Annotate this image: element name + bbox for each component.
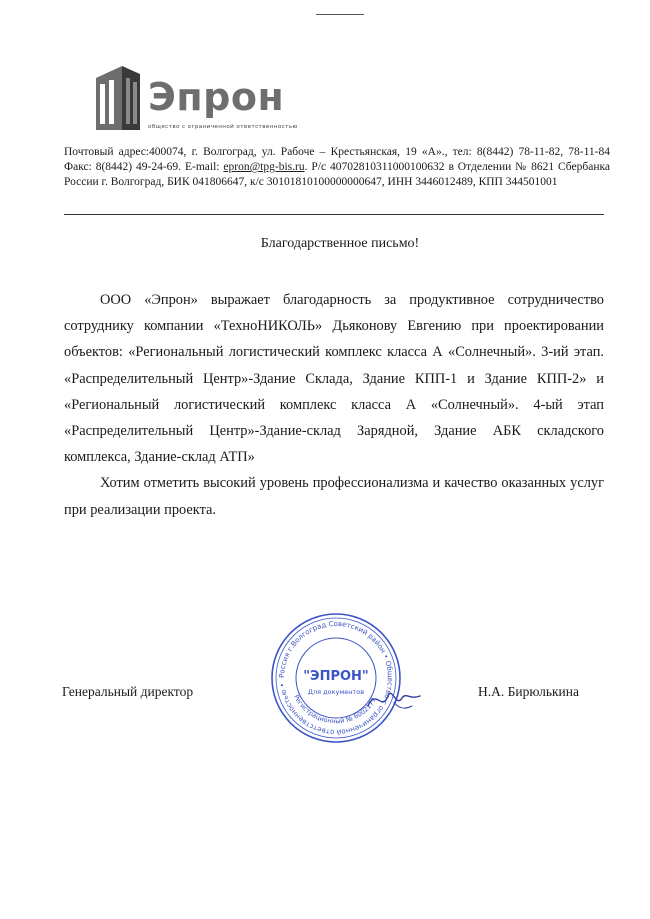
email-link[interactable]: epron@tpg-bis.ru (223, 161, 305, 173)
company-requisites (64, 145, 610, 190)
signatory-position: Генеральный директор (62, 684, 194, 699)
logo-name: Эпрон (148, 75, 285, 119)
top-rule (316, 14, 364, 15)
stamp-outer-text: Россия г.Волгоград Советский район • Общество с ограниченной ответственностью • (277, 619, 395, 737)
requisites-bank: . Р/с 40702810311000100632 в Отделении № 8621 Сбербанка России г. Волгоград, БИК 041806647, к/с 30101810100000000647, ИНН 3446012489, КПП 344501001 (64, 161, 610, 188)
header-divider (64, 214, 604, 215)
letter-paragraph-1: ООО «Эпрон» выражает благодарность за продуктивное сотрудничество сотруднику компании «ТехноНИКОЛЬ» Дьяконову Евгению при проектировании объектов: «Региональный логистический комплекс класса А «Солнечный». 3-ий этап. «Распределительный Центр»-Здание Склада, Здание КПП-1 и Здание КПП-2» и «Региональный логистический комплекс класса А «Солнечный». 4-ый этап «Распределительный Центр»-Здание-склад Зарядной, Здание АБК складского комплекса, Здание-склад АТП» (64, 292, 604, 466)
company-logo (92, 60, 298, 140)
building-logo-icon (92, 60, 144, 132)
letter-body (64, 287, 604, 523)
handwritten-signature (364, 678, 424, 718)
stamp-sub-text: Для документов (307, 688, 365, 696)
letter-paragraph-2: Хотим отметить высокий уровень профессионализма и качество оказанных услуг при реализации проекта. (64, 475, 604, 518)
letter-title: Благодарственное письмо! (260, 236, 420, 251)
stamp-center-text: "ЭПРОН" (303, 669, 369, 684)
stamp-bottom-text: Регистрационный № 6002177 (292, 693, 379, 726)
requisites-address: Почтовый адрес:400074, г. Волгоград, ул. Рабоче – Крестьянская, 19 «А»., тел: 8(8442) 78-11-82, 78-11-84 Факс: 8(8442) 49-24-69. E-mail: (64, 146, 610, 173)
logo-subtitle: общество с ограниченной ответственностью (148, 124, 298, 130)
signatory-name: Н.А. Бирюлькина (478, 684, 579, 699)
